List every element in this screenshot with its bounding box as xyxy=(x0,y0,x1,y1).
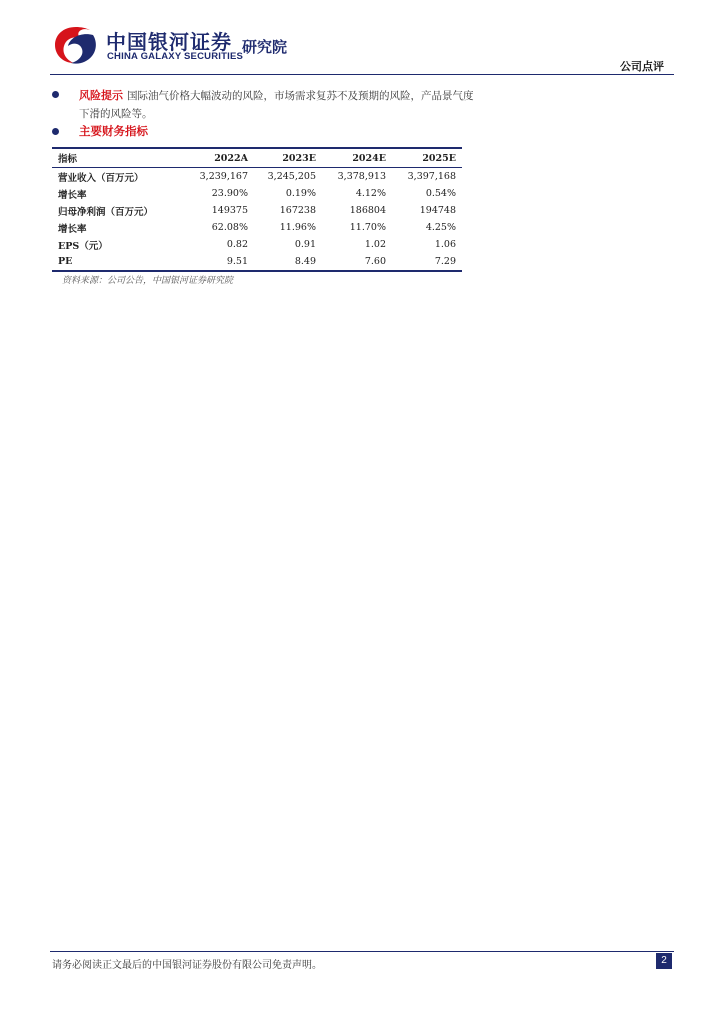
table-cell: 0.54% xyxy=(425,188,456,199)
table-cell: 8.49 xyxy=(254,253,322,271)
row-label: 归母净利润（百万元） xyxy=(58,206,154,218)
footer-disclaimer: 请务必阅读正文最后的中国银河证券股份有限公司免责声明。 xyxy=(52,960,322,971)
table-cell: 3,245,205 xyxy=(267,171,316,182)
bullet-icon xyxy=(52,91,59,98)
table-cell: 11.70% xyxy=(349,222,386,233)
table-cell: 1.02 xyxy=(364,239,386,250)
financial-table xyxy=(52,147,462,272)
risk-text: 国际油气价格大幅波动的风险，市场需求复苏不及预期的风险，产品景气度下滑的风险等。 xyxy=(79,90,474,120)
table-cell: 9.51 xyxy=(186,253,254,271)
table-row xyxy=(52,168,462,186)
table-cell: 194748 xyxy=(419,205,456,216)
brand-name-en: CHINA GALAXY SECURITIES xyxy=(107,51,244,62)
table-cell: 167238 xyxy=(279,205,316,216)
page-number: 2 xyxy=(656,953,672,969)
risk-label: 风险提示 xyxy=(79,89,123,102)
table-cell: 1.06 xyxy=(434,239,456,250)
table-cell: 62.08% xyxy=(211,222,248,233)
column-header: 指标 xyxy=(52,148,186,168)
table-source-note: 资料来源：公司公告，中国银河证券研究院 xyxy=(62,276,234,286)
risk-paragraph xyxy=(79,87,479,123)
table-cell: 0.91 xyxy=(294,239,316,250)
table-header-row xyxy=(52,148,462,168)
table-cell: 23.90% xyxy=(211,188,248,199)
table-cell: 3,378,913 xyxy=(337,171,386,182)
row-label: PE xyxy=(52,253,186,271)
table-cell: 186804 xyxy=(349,205,386,216)
table-row xyxy=(52,253,462,271)
galaxy-logo-icon xyxy=(52,24,100,66)
column-header: 2023E xyxy=(254,148,322,168)
table-cell: 3,397,168 xyxy=(407,171,456,182)
row-label: 增长率 xyxy=(58,223,87,235)
row-label: 增长率 xyxy=(58,189,87,201)
company-logo xyxy=(52,24,302,66)
report-type: 公司点评 xyxy=(620,60,664,73)
bullet-icon xyxy=(52,128,59,135)
table-cell: 149375 xyxy=(211,205,248,216)
column-header: 2024E xyxy=(322,148,392,168)
column-header: 2025E xyxy=(392,148,462,168)
section-title-financial: 主要财务指标 xyxy=(79,124,148,138)
table-row xyxy=(52,202,462,219)
table-cell: 0.19% xyxy=(285,188,316,199)
table-row xyxy=(52,185,462,202)
table-cell: 7.60 xyxy=(322,253,392,271)
table-row xyxy=(52,236,462,253)
table-cell: 7.29 xyxy=(392,253,462,271)
table-cell: 11.96% xyxy=(279,222,316,233)
header-divider xyxy=(50,74,674,75)
institute-label: 研究院 xyxy=(242,38,288,56)
table-cell: 3,239,167 xyxy=(199,171,248,182)
column-header: 2022A xyxy=(186,148,254,168)
table-cell: 4.12% xyxy=(355,188,386,199)
row-label: EPS（元） xyxy=(58,240,108,252)
table-row xyxy=(52,219,462,236)
footer-divider xyxy=(50,951,674,952)
table-cell: 0.82 xyxy=(226,239,248,250)
table-cell: 4.25% xyxy=(425,222,456,233)
row-label: 营业收入（百万元） xyxy=(58,172,144,184)
brand-name-cn: 中国银河证券 xyxy=(106,30,232,54)
